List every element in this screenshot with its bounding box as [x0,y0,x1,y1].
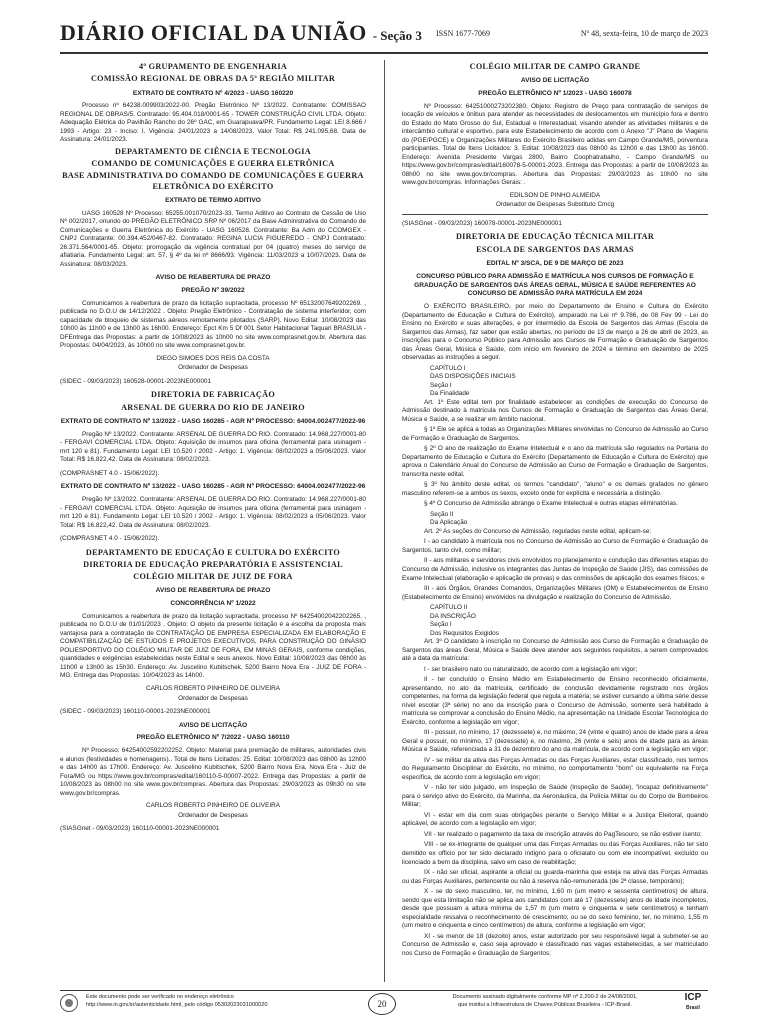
signatory-name: DIEGO SIMOES DOS REIS DA COSTA [156,354,270,362]
clause: IV - se militar da ativa das Forças Armadas ou das Forças Auxiliares, estar classificado, nos termos do Regulamento Disciplinar do Exército, no mínimo, no comportamento "bom" ou equivalente na Força específica, de acordo com a legislação em vigor; [402,756,708,781]
signature-line: que institui a Infraestrutura de Chaves Públicas Brasileira - ICP-Brasil. [458,1001,632,1008]
section-rule [402,214,708,215]
page-number: 20 [368,993,396,1015]
notice-body: Processo nº 64238.009903/2022-00. Pregão Eletrônico Nº 13/2022. Contratante: COMISSAO REGIONAL DE OBRAS/5. Contratado: 95.404.018/0001-65 - TOWER CONSTRUÇÃO CIVIL LTDA. Objeto: Adequação Elétrica do Pavilhão Rancho do 26º GAC, em Guarapuava/PR. Fundamento Legal: LEI 8.666 / 1993 - Artigo: 23 - Inciso: I. Vigência: 24/01/2023 a 14/08/2023. Valor Total: R$ 241.095,68. Data de Assinatura: 24/01/2023. [60,102,366,144]
section-title: Dos Requisitos Exigidos [430,629,499,637]
paragraph: § 3º No âmbito deste edital, os termos "candidato", "aluno" e os demais grafados no gênero masculino referem-se a ambos os sexos, exceto onde for explícita e necessária a distinção. [402,481,708,497]
org-heading: DEPARTAMENTO DE CIÊNCIA E TECNOLOGIA [115,146,311,156]
siasgnet-reference: (SIASGnet - 09/03/2023) 160110-00001-2023NE000001 [60,825,220,833]
org-heading: COMANDO DE COMUNICAÇÕES E GUERRA ELETRÔNICA [91,159,335,169]
footer-rule [60,990,708,991]
header-rule [60,52,708,54]
signatory-name: CARLOS ROBERTO PINHEIRO DE OLIVEIRA [145,802,280,810]
paragraph: § 1º Ele se aplica a todas as Organizações Militares envolvidas no Concurso de Admissão ao Curso de Formação e Graduação de Sargentos. [402,426,708,442]
notice-body: Comunicamos a reabertura de prazo da licitação supracitada, processo Nº 64254002042202265. , publicada no D.O.U de 01/01/2023 . Objeto: O objeto da presente licitação é a escolha da proposta mais vantajosa para a contratação de CONTRATAÇÃO DE EMPRESA ESPECIALIZADA EM ELABORAÇÃO E COMPATIBILIZAÇÃO DE ESTUDOS E PROJETOS EXECUTIVOS, PARA CONSTRUÇÃO DO GINÁSIO POLIESPORTIVO DO COLÉGIO MILITAR DE JUIZ DE FORA, EM MINAS GERAIS, conforme condições, quantidades e exigências estabelecidas neste Edital e seus anexos. Novo Edital: 10/08/2023 das 08h00 às 11h00 e 13h00 às 15h30. Endereço: Av. Juscelino Kubitschek, 5200 Bairro Nova Era - JUIZ DE FORA - MG. Entrega das Propostas: 10/04/2023 às 14h00. [60,612,366,680]
org-heading: BASE ADMINISTRATIVA DO COMANDO DE COMUNICAÇÕES E GUERRA ELETRÔNICA DO EXÉRCITO [62,171,364,191]
clause: XI - se menor de 18 (dezoito) anos, estar autorizado por seu responsável legal a submeter-se ao Concurso de Admissão e, caso seja aprovado e classificado nas vagas estabelecidas, a ser matriculado nos Curso de Formação e Graduação de Sargentos; [402,932,708,957]
sidec-reference: (SIDEC - 09/03/2023) 160110-00001-2023NE000001 [60,708,211,716]
org-heading: ARSENAL DE GUERRA DO RIO DE JANEIRO [121,402,305,412]
issn: ISSN 1677-7069 [436,29,491,38]
article: Art. 3º O candidato à inscrição no Concurso de Admissão aos Curso de Formação e Graduação de Sargentos das áreas Geral, Música e Saúde deve atender aos seguintes requisitos, a serem comprovados até a data da matrícula: [402,638,708,663]
section-label: - Seção 3 [372,28,422,43]
document-title: AVISO DE LICITAÇÃO [520,77,590,85]
document-subtitle: PREGÃO ELETRÔNICO Nº 1/2023 - UASG 160078 [478,90,632,98]
paragraph: § 2º O ano de realização do Exame Intelectual e o ano da matrícula são regulados na Portaria do Departamento de Educação e Cultura do Exército (Departamento de Educação e Cultura do Exército) que aprova o Calendário Anual do Concurso de Admissão ao Curso de Formação e Graduação de Sargentos, transcrita neste edital. [402,445,708,478]
edital-intro: O EXÉRCITO BRASILEIRO, por meio do Departamento de Ensino e Cultura do Exército (Departamento de Educação e Cultura do Exército), amparado na Lei nº 9.786, de 08 Fev 99 - Lei do Ensino no Exército e suas alterações, e por intermédio da Escola de Sargentos das Armas (Escola de Sargentos das Armas), faz saber que estão abertas, no período de 13 de março a 26 de abril de 2023, as inscrições para o Concurso Público para Admissão aos Cursos de Formação e Graduação de Sargentos das Áreas Geral, Música e Saúde, com início em fevereiro de 2024 e término em dezembro de 2025 observadas as instruções a seguir. [402,303,708,362]
signatory-role: Ordenador de Despesas [178,694,248,702]
clause: IX - não ser oficial, aspirante a oficial ou guarda-marinha que esteja na ativa das Forças Armadas ou das Forças Auxiliares, pertencente ou não à reserva não-remunerada (de 2ª classe, temporário); [402,869,708,885]
signatory-name: CARLOS ROBERTO PINHEIRO DE OLIVEIRA [145,684,280,692]
document-title: AVISO DE REABERTURA DE PRAZO [155,587,271,595]
article: Art. 1º Este edital tem por finalidade estabelecer as condições de execução do Concurso de Admissão destinado à matrícula nos Cursos de Formação e Graduação de Sargentos das Áreas Geral, Música e Saúde, a se realizar em âmbito nacional. [402,398,708,423]
document-subtitle: CONCURSO PÚBLICO PARA ADMISSÃO E MATRÍCULA NOS CURSOS DE FORMAÇÃO E GRADUAÇÃO DE SARGENTOS DAS ÁREAS GERAL, MÚSICA E SAÚDE REFERENTES AO CONCURSO DE ADMISSÃO PARA MATRÍCULA EM 2024 [414,272,696,298]
signature-line: Documento assinado digitalmente conforme MP nº 2.200-2 de 24/08/2001, [452,994,638,1000]
verification-link[interactable]: http://www.in.gov.br/autenticidade.html, pelo código 05302023031000020 [86,1001,268,1008]
document-title: AVISO DE LICITAÇÃO [178,721,248,729]
document-title: EXTRATO DE CONTRATO Nº 13/2022 - UASG 160285 - AGR Nº PROCESSO: 64004.002477/2022-96 [60,483,366,491]
signature-note [420,994,670,1009]
journal-title: DIÁRIO OFICIAL DA UNIÃO - Seção 3 [60,20,422,45]
chapter-heading: CAPÍTULO II [430,604,468,612]
document-title: EXTRATO DE CONTRATO Nº 13/2022 - UASG 160285 - AGR Nº PROCESSO: 64004.002477/2022-96 [60,417,366,425]
org-heading: ESCOLA DE SARGENTOS DAS ARMAS [476,244,634,254]
sidec-reference: (SIDEC - 09/03/2023) 160528-00001-2023NE000001 [60,377,211,385]
org-heading: DIRETORIA DE FABRICAÇÃO [151,390,275,400]
org-heading: 4º GRUPAMENTO DE ENGENHARIA [138,62,288,71]
clause: I - ser brasileiro nato ou naturalizado, de acordo com a legislação em vigor; [424,665,638,673]
signatory-role: Ordenador de Despesas [178,364,248,372]
document-title: AVISO DE REABERTURA DE PRAZO [155,274,271,282]
edition-date: Nº 48, sexta-feira, 10 de março de 2023 [580,29,708,38]
right-column [402,60,708,982]
signatory-role: Ordenador de Despesas [178,811,248,819]
notice-body: Comunicamos a reabertura de prazo da licitação supracitada, processo Nº 65132007649202269. , publicada no D.O.U de 14/12/2022 . Objeto: Pregão Eletrônico - Contratação de sistema interferidor, com capacidade de bloqueio de sistemas aéreos remotamente pilotados (SARP). Novo Edital: 10/08/2023 das 10h00 às 11h00 e de 13h00 às 16h00. Endereço: Epct Km 5 Df 001 Setor Habitacional Taquari BRASILIA - DFEntrega das Propostas: a partir de 10/08/2023 às 10h00 no site www.comprasnet.gov.br. Abertura das Propostas: 04/04/2023, às 10h00 no site www.comprasnet.gov.br. [60,299,366,350]
clause: II - aos militares e servidores civis envolvidos no planejamento e condução das diferentes etapas do Concurso de Admissão, inclusive os integrantes das Juntas de Inspeção de Saúde (JIS), das comissões de Exame Intelectual (elaboração e aplicação de provas) e das comissões de aplicação dos exames físicos; e [402,557,708,582]
paragraph: § 4º O Concurso de Admissão abrange o Exame Intelectual e outras etapas eliminatórias. [424,500,678,508]
signatory-role: Ordenador de Despesas Substituto Cmcg [495,201,615,209]
clause: VII - ter realizado o pagamento da taxa de inscrição através do PagTesouro, se não estiver isento; [424,830,702,838]
org-heading: COLÉGIO MILITAR DE CAMPO GRANDE [469,62,641,71]
left-column [60,60,366,982]
clause: I - ao candidato à matrícula nos no Concurso de Admissão ao Curso de Formação e Graduação de Sargentos, tanto civil, como militar; [402,538,708,554]
document-subtitle: PREGÃO Nº 39/2022 [181,286,245,294]
notice-body: Pregão Nº 13/2022. Contratante: ARSENAL DE GUERRA DO RIO. Contratado: 14.968.227/0001-80 - FERGAVI COMERCIAL LTDA. Objeto: Aquisição de insumos para oficina (ferramental para usinagem - mrt 120 e 81). Fundamento Legal: LEI 10.520 / 2002 - Artigo: 1. Vigência: 08/02/2023 a 05/06/2023. Valor Total: R$ 16.822,42. Data de Assinatura: 08/02/2023. [60,430,366,464]
clause: V - não ter sido julgado, em Inspeção de Saúde (Inspeção de Saúde), "incapaz definitivamente" para o serviço ativo do Exército, da Marinha, da Aeronáutica, da Polícia Militar ou do Corpo de Bombeiros Militar; [402,784,708,809]
siasgnet-reference: (SIASGnet - 09/03/2023) 160078-00001-2023NE000001 [402,219,562,227]
clause: III - possuir, no mínimo, 17 (dezessete) e, no máximo, 24 (vinte e quatro) anos de idade para a área Geral e possuir, no mínimo, 17 (dezessete) e, no máximo, 26 (vinte e seis) anos de idade para as áreas Música e Saúde, referenciada a 31 de dezembro do ano da matrícula, de acordo com a legislação em vigor; [402,729,708,754]
page-footer [60,993,708,1021]
clause: III - aos Órgãos, Grandes Comandos, Organizações Militares (OM) e Estabelecimentos de Ensino (Estabelecimento de Ensino) envolvidos na divulgação e realização do Concurso de Admissão. [402,585,708,601]
clause: II - ter concluído o Ensino Médio em Estabelecimento de Ensino reconhecido oficialmente, apresentando, no ato da matrícula, certificado de conclusão devidamente registrado nos órgãos competentes, na forma da legislação federal que regula a matéria; se estiver cursando a última série desse nível escolar (3ª série) no ano da inscrição para o Concurso de Admissão, somente será habilitado à matrícula se comprovar a conclusão do Ensino Médio, na apresentação na Unidade Escolar Tecnológica do Exército, conforme a legislação em vigor; [402,676,708,726]
notice-body: UASG 160528 Nº Processo: 65255.001070/2023-33. Termo Aditivo ao Contrato de Cessão de Uso Nº 002/2017, oriundo do PREGÃO ELETRÔNICO SRP Nº 06/2017 da Base Administrativa do Comando de Comunicações e Guerra Eletrônica do Exército - UASG 160528. Contratante: Ba Adm do CCOMGEX - CNPJ Contratante: 00.394.452/0467-82. Contratado: REGINA LUCIA FIGUEREDO - CNPJ Contratado: 26.371.564/0001-65. Objeto: prorrogação da vigência contratual por 04 (quatro) meses do serviço de afiatiaria. Fundamento Legal: art. 57, § 4º da lei nº 8666/93. Vigência: 11/03/2023 a 10/07/2023. Data de Assinatura: 08/03/2023. [60,209,366,268]
org-heading: COLÉGIO MILITAR DE JUIZ DE FORA [133,572,293,582]
coat-of-arms-icon [60,994,78,1012]
section-heading: Seção II [430,510,454,518]
chapter-heading: CAPÍTULO I [430,364,466,372]
section-title: Da Finalidade [430,390,470,398]
section-heading: Seção I [430,621,452,629]
chapter-title: DA INSCRIÇÃO [430,612,476,620]
clause: VIII - se ex-integrante de qualquer uma das Forças Armadas ou das Forças Auxiliares, não ter sido demitido ex officio por ter sido declarado indigno para o oficialato ou com ele incompatível, excluído ou licenciado a bem da disciplina, salvo em caso de reabilitação; [402,841,708,866]
article: Art. 2º As seções do Concurso de Admissão, reguladas neste edital, aplicam-se: [424,527,652,535]
section-title: Da Aplicação [430,519,468,527]
section-heading: Seção I [430,381,452,389]
icp-brasil-logo: ICP Brasil [684,992,702,1011]
verification-line: Este documento pode ser verificado no endereço eletrônico [86,994,234,1000]
org-heading: COMISSÃO REGIONAL DE OBRAS DA 5ª REGIÃO MILITAR [90,74,336,84]
document-subtitle: CONCORRÊNCIA Nº 1/2022 [170,600,256,608]
column-divider [384,60,385,982]
verification-note [86,994,336,1009]
org-heading: DIRETORIA DE EDUCAÇÃO PREPARATÓRIA E ASSISTENCIAL [83,559,343,569]
notice-body: Pregão Nº 13/2022. Contratante: ARSENAL DE GUERRA DO RIO. Contratado: 14.968.227/0001-80 - FERGAVI COMERCIAL LTDA. Objeto: Aquisição de insumos para oficina (ferramental para usinagem - mrt 120 e 81). Fundamento Legal: LEI 10.520 / 2002 - Artigo: 1. Vigência: 08/02/2023 a 05/06/2023. Valor Total: R$ 16.822,42. Data de Assinatura: 08/02/2023. [60,496,366,529]
clause: X - se do sexo masculino, ter, no mínimo, 1,60 m (um metro e sessenta centímetros) de altura, sendo que esta limitação não se aplica aos candidatos com até 17 (dezessete) anos de idade incompletos, desde que possuam a altura mínima de 1,57 m (um metro e cinquenta e sete centímetros) e tenham especialidade ressalva o reconhecimento de crescimento; ou se do sexo feminino, ter, no mínimo, 1,55 m (um metro e cinquenta e cinco centímetros) de altura, conforme a legislação em vigor; [402,888,708,930]
document-subtitle: PREGÃO ELETRÔNICO Nº 7/2022 - UASG 160110 [136,734,290,742]
comprasnet-reference: (COMPRASNET 4.0 - 15/06/2022). [60,535,160,543]
masthead [60,18,708,48]
document-title: EXTRATO DE CONTRATO Nº 4/2023 - UASG 160220 [132,89,294,97]
document-title: EDITAL Nº 3/SCA, DE 9 DE MARÇO DE 2023 [486,259,624,267]
chapter-title: DAS DISPOSIÇÕES INICIAIS [430,373,516,381]
comprasnet-reference: (COMPRASNET 4.0 - 15/06/2022). [60,469,160,477]
org-heading: DEPARTAMENTO DE EDUCAÇÃO E CULTURA DO EXÉRCITO [85,547,341,557]
notice-body: Nº Processo: 64254002592202252. Objeto: Material para premiação de militares, autoridades civis e alunos (festividades e homenagens).. Total de Itens Licitados: 25. Edital: 10/08/2023 das 08h00 às 12h00 e das 14h00 às 17h00. Endereço: Av. Juscelino Kubitschek, 5200 Bairro Nova Era, Nova Era - Juiz de Fora/MG ou https://www.gov.br/compras/edital/160110-5-00007-2022. Entrega das Propostas: a partir de 10/08/2023 às 08h00 no site www.gov.br/compras. Abertura das Propostas: 29/03/2023 às 09h30 no site www.gov.br/compras. [60,747,366,797]
org-heading: DIRETORIA DE EDUCAÇÃO TÉCNICA MILITAR [455,232,655,242]
clause: VI - estar em dia com suas obrigações perante o Serviço Militar e a Justiça Eleitoral, quando aplicável, de acordo com a legislação em vigor; [402,811,708,828]
signatory-name: EDILSON DE PINHO ALMEIDA [509,191,601,199]
document-title: EXTRATO DE TERMO ADITIVO [165,196,261,204]
notice-body: Nº Processo: 64251000273202380. Objeto: Registro de Preço para contratação de serviços de locação de veículos e ônibus para atender as necessidades de deslocamentos em município fora e dentro do Estado do Mato Grosso do Sul, Estadual e Interestadual, visando atender as atividades militares e de intercâmbio cultural e esportivo, para este Estabelecimento de acordo com o Anexo "J" Plano de Viagens do (PGE/PGCE) e Organizações Militares do Exército Brasileiro adidas em Campo Grande/MS, porventura participantes. Total de Itens Licitados: 3. Edital: 10/08/2023 das 08h00 às 12h00 e das 13h00 às 16h00. Endereço: Avenida Presidente Vargas 2800, Bairro Coophatrabalho, - Campo Grande/MS ou https://www.gov.br/compras/edital/160078-5-00001-2023. Entrega das Propostas: a partir de 10/08/2023 às 08h00 no site www.gov.br/compras. Abertura das Propostas: 29/03/2023 às 10h00 no site www.gov.br/compras. Informações Gerais: . [402,102,708,187]
